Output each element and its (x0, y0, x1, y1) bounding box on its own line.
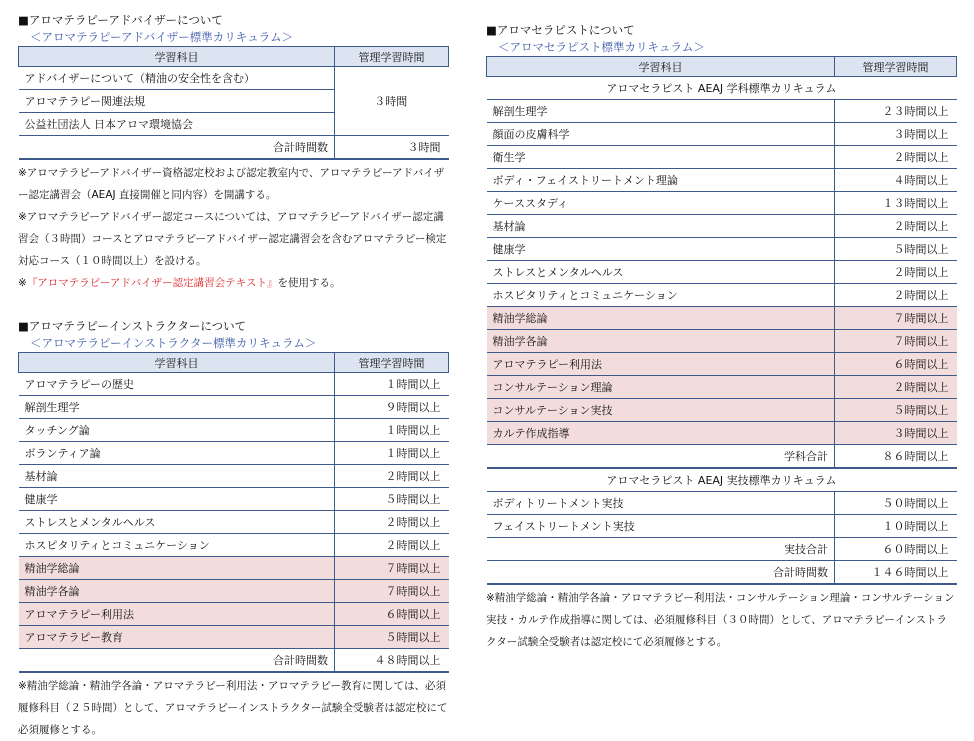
hours-cell: ２時間以上 (335, 511, 449, 534)
instructor-total-label: 合計時間数 (19, 649, 335, 673)
hours-cell: １時間以上 (335, 442, 449, 465)
therapist-academic-heading: アロマセラピスト AEAJ 学科標準カリキュラム (487, 77, 957, 100)
hours-cell: ７時間以上 (835, 330, 957, 353)
instructor-total-row (19, 649, 449, 673)
table-row (19, 488, 449, 511)
table-row (487, 192, 957, 215)
table-row (19, 442, 449, 465)
therapist-note: ※精油学総論・精油学各論・アロマテラピー利用法・コンサルテーション理論・コンサルテーション実技・カルテ作成指導に関しては、必須履修科目（３０時間）として、アロマテラピーインストラクター試験全受験者は認定校にて必須履修とする。 (486, 592, 955, 648)
hours-cell: ５時間以上 (835, 238, 957, 261)
hours-cell: ５時間以上 (335, 488, 449, 511)
subject-cell: 解剖生理学 (19, 396, 335, 419)
therapist-academic-total-label: 学科合計 (487, 445, 835, 469)
advisor-note-3-mark: ※ (18, 277, 27, 289)
table-row (487, 100, 957, 123)
subject-cell: 精油学各論 (19, 580, 335, 603)
advisor-header-hours: 管理学習時間 (335, 47, 449, 67)
subject-cell: 精油学総論 (19, 557, 335, 580)
therapist-academic-total-row (487, 445, 957, 469)
subject-cell: ボディ・フェイストリートメント理論 (487, 169, 835, 192)
instructor-subtitle: ＜アロマテラピーインストラクター標準カリキュラム＞ (30, 336, 317, 350)
hours-cell: １３時間以上 (835, 192, 957, 215)
hours-cell: ２時間以上 (835, 215, 957, 238)
hours-cell: ４時間以上 (835, 169, 957, 192)
subject-cell: ストレスとメンタルヘルス (487, 261, 835, 284)
subject-cell: タッチング論 (19, 419, 335, 442)
therapist-practical-total-label: 実技合計 (487, 538, 835, 561)
therapist-title: ■アロマセラピストについて (486, 23, 635, 37)
advisor-total-label: 合計時間数 (19, 136, 335, 160)
subject-cell: アロマテラピーの歴史 (19, 373, 335, 396)
hours-cell: ６時間以上 (835, 353, 957, 376)
therapist-practical-total-row (487, 538, 957, 561)
hours-cell: ２３時間以上 (835, 100, 957, 123)
subject-cell: フェイストリートメント実技 (487, 515, 835, 538)
subject-cell: 基材論 (487, 215, 835, 238)
table-row (487, 376, 957, 399)
table-row (19, 626, 449, 649)
subject-cell: 精油学総論 (487, 307, 835, 330)
advisor-header-subject: 学習科目 (19, 47, 335, 67)
subject-cell: アロマテラピー利用法 (19, 603, 335, 626)
hours-cell: ２時間以上 (835, 261, 957, 284)
subject-cell: アロマテラピー教育 (19, 626, 335, 649)
table-row (19, 534, 449, 557)
table-row (19, 396, 449, 419)
table-row (487, 284, 957, 307)
subject-cell: カルテ作成指導 (487, 422, 835, 445)
therapist-practical-heading: アロマセラピスト AEAJ 実技標準カリキュラム (487, 468, 957, 492)
advisor-title: ■アロマテラピーアドバイザーについて (18, 13, 223, 27)
subject-cell: コンサルテーション実技 (487, 399, 835, 422)
advisor-note-2: ※アロマテラピーアドバイザー認定コースについては、アロマテラピーアドバイザー認定講習会（３時間）コースとアロマテラピーアドバイザー認定講習会を含むアロマテラピー検定対応コース（１０時間以上）を設ける。 (18, 211, 447, 267)
advisor-text-reference: 『アロマテラピーアドバイザー認定講習会テキスト』 (26, 277, 278, 289)
table-row (487, 399, 957, 422)
therapist-practical-total-value: ６０時間以上 (835, 538, 957, 561)
table-row (487, 238, 957, 261)
advisor-table (18, 46, 449, 160)
therapist-grand-total-row (487, 561, 957, 585)
subject-cell: 精油学各論 (487, 330, 835, 353)
table-row (487, 515, 957, 538)
therapist-academic-total-value: ８６時間以上 (835, 445, 957, 469)
table-row (19, 465, 449, 488)
therapist-table (486, 56, 957, 585)
subject-cell: ボランティア論 (19, 442, 335, 465)
hours-cell: ２時間以上 (835, 146, 957, 169)
table-row (487, 146, 957, 169)
table-row (19, 373, 449, 396)
advisor-merged-hours: ３時間 (335, 67, 449, 136)
hours-cell: ２時間以上 (335, 534, 449, 557)
table-row (19, 580, 449, 603)
advisor-subject: アロマテラピー関連法規 (19, 90, 335, 113)
hours-cell: １０時間以上 (835, 515, 957, 538)
hours-cell: １時間以上 (335, 373, 449, 396)
table-row (487, 330, 957, 353)
advisor-total-value: ３時間 (335, 136, 449, 160)
therapist-header-hours: 管理学習時間 (835, 57, 957, 77)
advisor-subject: 公益社団法人 日本アロマ環境協会 (19, 113, 335, 136)
advisor-subject: アドバイザーについて（精油の安全性を含む） (19, 67, 335, 90)
instructor-table (18, 352, 449, 673)
therapist-practical-heading-row (487, 468, 957, 492)
therapist-subtitle: ＜アロマセラピスト標準カリキュラム＞ (498, 40, 705, 54)
hours-cell: ７時間以上 (335, 557, 449, 580)
instructor-header-subject: 学習科目 (19, 353, 335, 373)
advisor-note-3-tail: を使用する。 (277, 277, 341, 289)
subject-cell: 健康学 (19, 488, 335, 511)
table-row (487, 492, 957, 515)
therapist-grand-total-value: １４６時間以上 (835, 561, 957, 585)
hours-cell: ５０時間以上 (835, 492, 957, 515)
hours-cell: ７時間以上 (835, 307, 957, 330)
subject-cell: 顔面の皮膚科学 (487, 123, 835, 146)
therapist-academic-heading-row (487, 77, 957, 100)
subject-cell: ホスピタリティとコミュニケーション (19, 534, 335, 557)
table-row (487, 215, 957, 238)
instructor-note: ※精油学総論・精油学各論・アロマテラピー利用法・アロマテラピー教育に関しては、必須履修科目（２５時間）として、アロマテラピーインストラクター試験全受験者は認定校にて必須履修とする。 (18, 680, 448, 736)
hours-cell: ２時間以上 (335, 465, 449, 488)
hours-cell: ２時間以上 (835, 376, 957, 399)
subject-cell: ホスピタリティとコミュニケーション (487, 284, 835, 307)
table-row (487, 353, 957, 376)
table-row (487, 261, 957, 284)
hours-cell: １時間以上 (335, 419, 449, 442)
advisor-note-3 (18, 272, 448, 294)
subject-cell: ボディトリートメント実技 (487, 492, 835, 515)
table-row (19, 511, 449, 534)
hours-cell: ６時間以上 (335, 603, 449, 626)
subject-cell: ケーススタディ (487, 192, 835, 215)
right-column (486, 22, 956, 653)
subject-cell: 衛生学 (487, 146, 835, 169)
table-row (487, 169, 957, 192)
advisor-subtitle: ＜アロマテラピーアドバイザー標準カリキュラム＞ (30, 30, 294, 44)
table-row (19, 419, 449, 442)
table-row (487, 307, 957, 330)
hours-cell: ９時間以上 (335, 396, 449, 419)
table-row (487, 422, 957, 445)
hours-cell: ３時間以上 (835, 422, 957, 445)
subject-cell: コンサルテーション理論 (487, 376, 835, 399)
subject-cell: アロマテラピー利用法 (487, 353, 835, 376)
therapist-grand-total-label: 合計時間数 (487, 561, 835, 585)
left-column (18, 12, 448, 741)
hours-cell: ７時間以上 (335, 580, 449, 603)
table-row (487, 123, 957, 146)
advisor-note-1: ※アロマテラピーアドバイザー資格認定校および認定教室内で、アロマテラピーアドバイザー認定講習会（AEAJ 直接開催と同内容）を開講する。 (18, 167, 445, 201)
hours-cell: ２時間以上 (835, 284, 957, 307)
subject-cell: 基材論 (19, 465, 335, 488)
table-row (19, 603, 449, 626)
table-row (19, 557, 449, 580)
hours-cell: ５時間以上 (335, 626, 449, 649)
therapist-header-subject: 学習科目 (487, 57, 835, 77)
instructor-header-hours: 管理学習時間 (335, 353, 449, 373)
subject-cell: 健康学 (487, 238, 835, 261)
table-row (19, 67, 449, 90)
hours-cell: ５時間以上 (835, 399, 957, 422)
advisor-total-row (19, 136, 449, 160)
subject-cell: 解剖生理学 (487, 100, 835, 123)
instructor-title: ■アロマテラピーインストラクターについて (18, 319, 247, 333)
hours-cell: ３時間以上 (835, 123, 957, 146)
subject-cell: ストレスとメンタルヘルス (19, 511, 335, 534)
instructor-total-value: ４８時間以上 (335, 649, 449, 673)
